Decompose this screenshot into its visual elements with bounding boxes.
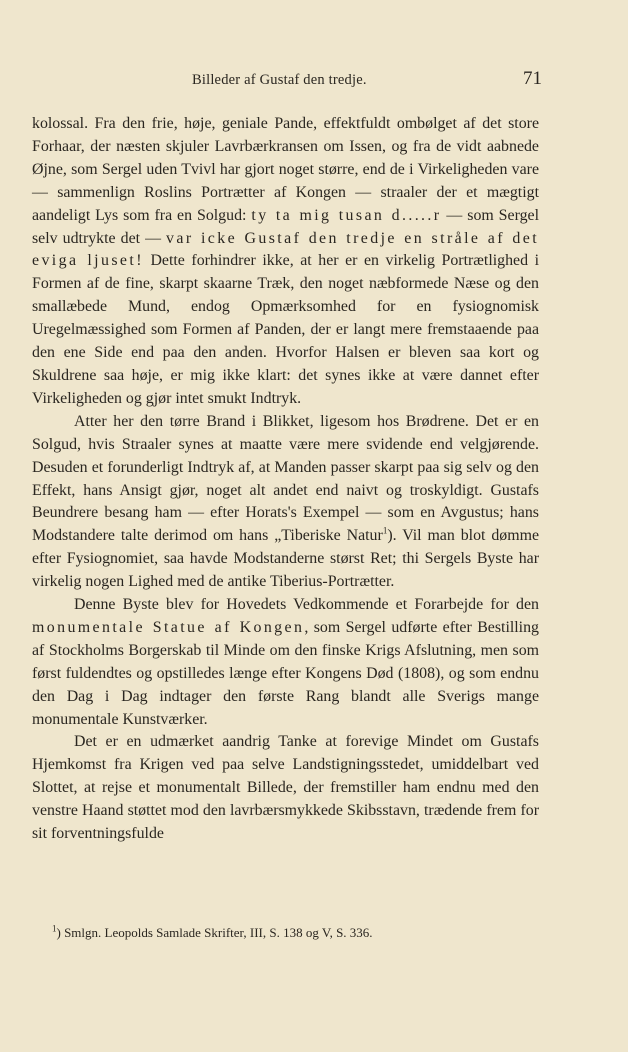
- paragraph-2-text-a: Atter her den tørre Brand i Blikket, ligesom hos Brødrene. Det er en Solgud, hvis Straaler synes at maatte være mere svidende end velgjørende. Desuden et forunderligt Indtryk af, at Manden passer skarpt paa sig selv og den Effekt, hans Ansigt gjør, noget alt andet end naivt og troskyldigt. Gustafs Beundrere besang ham — efter Horats's Exempel — som en Avgustus; hans Modstandere talte derimod om hans „Tiberiske Natur: [32, 412, 539, 545]
- running-title: Billeder af Gustaf den tredje.: [192, 72, 367, 88]
- footnote-text: ) Smlgn. Leopolds Samlade Skrifter, III, S. 138 og V, S. 336.: [56, 925, 373, 940]
- spaced-emphasis: monumentale Statue af Kongen: [32, 618, 305, 636]
- page-header: [32, 68, 542, 92]
- spaced-quote-2: var icke Gustaf den tredje en stråle af det eviga ljuset!: [32, 229, 540, 270]
- paragraph-3-text-b: , som Sergel udførte efter Bestilling af Stockholms Borgerskab til Minde om den finske Krigs Afslutning, men som først fuldendtes og opstilledes længe efter Kongens Død (1808), og som endnu den Dag i Dag indtager den første Rang blandt alle Sverigs mange monumentale Kunstværker.: [32, 618, 539, 728]
- paragraph-1-text-b: — som Sergel selv udtrykte det —: [32, 206, 539, 247]
- body-text: [32, 113, 539, 846]
- paragraph-1: [32, 113, 539, 411]
- paragraph-1-text-c: Dette forhindrer ikke, at her er en virkelig Portrætlighed i Formen af de fine, skarpt skaarne Træk, den noget næbformede Næse og den smallæbede Mund, endog Opmærksomhed for en fysiognomisk Uregelmæssighed som Formen af Panden, der er langt mere fremstaaende paa den ene Side end paa den anden. Hvorfor Halsen er bleven saa kort og Skuldrene saa høje, er mig ikke klart: det synes ikke at være dannet efter Virkeligheden og gjør intet smukt Indtryk.: [32, 252, 539, 407]
- paragraph-2-text-b: ). Vil man blot dømme efter Fysiognomiet, saa havde Modstanderne størst Ret; thi Sergels Byste har virkelig nogen Lighed med de antike Tiberius-Portrætter.: [32, 527, 539, 591]
- footnote-reference: 1: [382, 526, 388, 537]
- footnote: [32, 924, 559, 941]
- paragraph-2: [32, 411, 539, 594]
- spaced-quote-1: ty ta mig tusan d.....r: [251, 206, 442, 224]
- footnote-mark: 1: [52, 923, 57, 934]
- paragraph-4: Det er en udmærket aandrig Tanke at forevige Mindet om Gustafs Hjemkomst fra Krigen ved paa selve Landstigningsstedet, umiddelbart ved Slottet, at rejse et monumentalt Billede, der fremstiller ham endnu med den venstre Haand støttet mod den lavrbærsmykkede Skibsstavn, trædende frem for sit forventningsfulde: [32, 733, 539, 843]
- paragraph-1-text-a: kolossal. Fra den frie, høje, geniale Pande, effektfuldt ombølget af det store Forhaar, der næsten skjuler Lavrbærkransen om Issen, og fra de vidt aabnede Øjne, som Sergel uden Tvivl har gjort noget større, end de i Virkeligheden vare — sammenlign Roslins Portrætter af Kongen — straaler der et mægtigt aandeligt Lys som fra en Solgud:: [32, 115, 539, 224]
- paragraph-3: [32, 594, 539, 731]
- paragraph-3-text-a: Denne Byste blev for Hovedets Vedkommende et Forarbejde for den: [74, 596, 539, 614]
- page-number: 71: [523, 68, 542, 89]
